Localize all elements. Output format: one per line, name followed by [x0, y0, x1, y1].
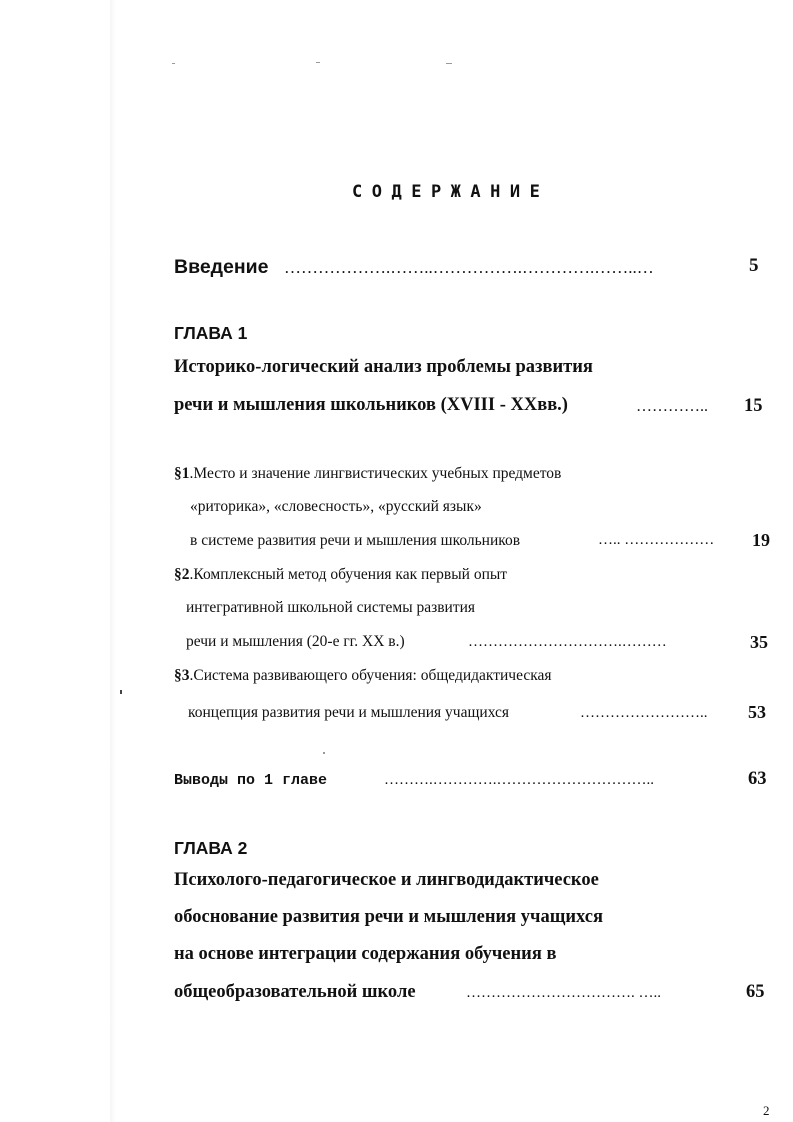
scan-speck [316, 62, 320, 63]
conclusions-label: Выводы по 1 главе [174, 772, 328, 789]
scan-speck [323, 752, 325, 754]
section1-dots: ….. ……………… [598, 532, 715, 548]
section1-number: §1 [174, 465, 190, 482]
chapter2-heading: ГЛАВА 2 [174, 838, 248, 858]
intro-label: Введение [174, 256, 269, 278]
section2-title: .Комплексный метод обучения как первый опыт [189, 566, 508, 583]
scan-speck [120, 690, 122, 694]
section3-dots: …………………….. [580, 705, 708, 721]
conclusions-dots: ……….………….………………………….. [384, 772, 654, 788]
page-number: 2 [763, 1103, 770, 1118]
chapter1-title-line2: речи и мышления школьников (XVIII - XXвв.) [174, 395, 568, 415]
section1-line2: «риторика», «словесность», «русский язык» [190, 498, 482, 515]
section3-line2: концепция развития речи и мышления учащихся [188, 704, 510, 721]
chapter1-dots: ………….. [636, 398, 708, 415]
chapter2-title-line4: общеобразовательной школе [174, 982, 416, 1002]
section2-number: §2 [174, 566, 190, 583]
scan-speck [446, 63, 452, 64]
page-title: СОДЕРЖАНИЕ [352, 182, 550, 202]
chapter2-page: 65 [746, 982, 765, 1002]
section2-dots: ………………………….……… [468, 634, 667, 650]
section3-line1 [174, 667, 552, 685]
chapter2-title-line3: на основе интеграции содержания обучения в [174, 944, 557, 964]
conclusions-page: 63 [748, 769, 767, 789]
chapter1-page: 15 [744, 396, 763, 416]
section2-line2: интегративной школьной системы развития [186, 599, 476, 616]
section3-title: .Система развивающего обучения: общедидактическая [189, 667, 552, 684]
chapter1-heading: ГЛАВА 1 [174, 323, 248, 343]
chapter2-dots: ……………………………. ….. [466, 985, 661, 1001]
chapter2-title-line1: Психолого-педагогическое и лингводидактическое [174, 870, 599, 890]
section2-line1 [174, 566, 507, 584]
section1-line1 [174, 465, 561, 483]
section1-title: .Место и значение лингвистических учебных предметов [189, 465, 562, 482]
section2-page: 35 [750, 632, 768, 652]
chapter1-title-line1: Историко-логический анализ проблемы развития [174, 357, 593, 377]
intro-dots: ……………….……..…………….………….……..… [284, 258, 654, 277]
section3-number: §3 [174, 667, 190, 684]
scan-speck [172, 63, 175, 64]
section3-page: 53 [748, 702, 766, 722]
chapter2-title-line2: обоснование развития речи и мышления учащихся [174, 907, 603, 927]
intro-page: 5 [749, 255, 759, 276]
section1-page: 19 [752, 530, 770, 550]
section1-line3: в системе развития речи и мышления школьников [190, 532, 521, 549]
section2-line3: речи и мышления (20-е гг. XX в.) [186, 633, 405, 650]
